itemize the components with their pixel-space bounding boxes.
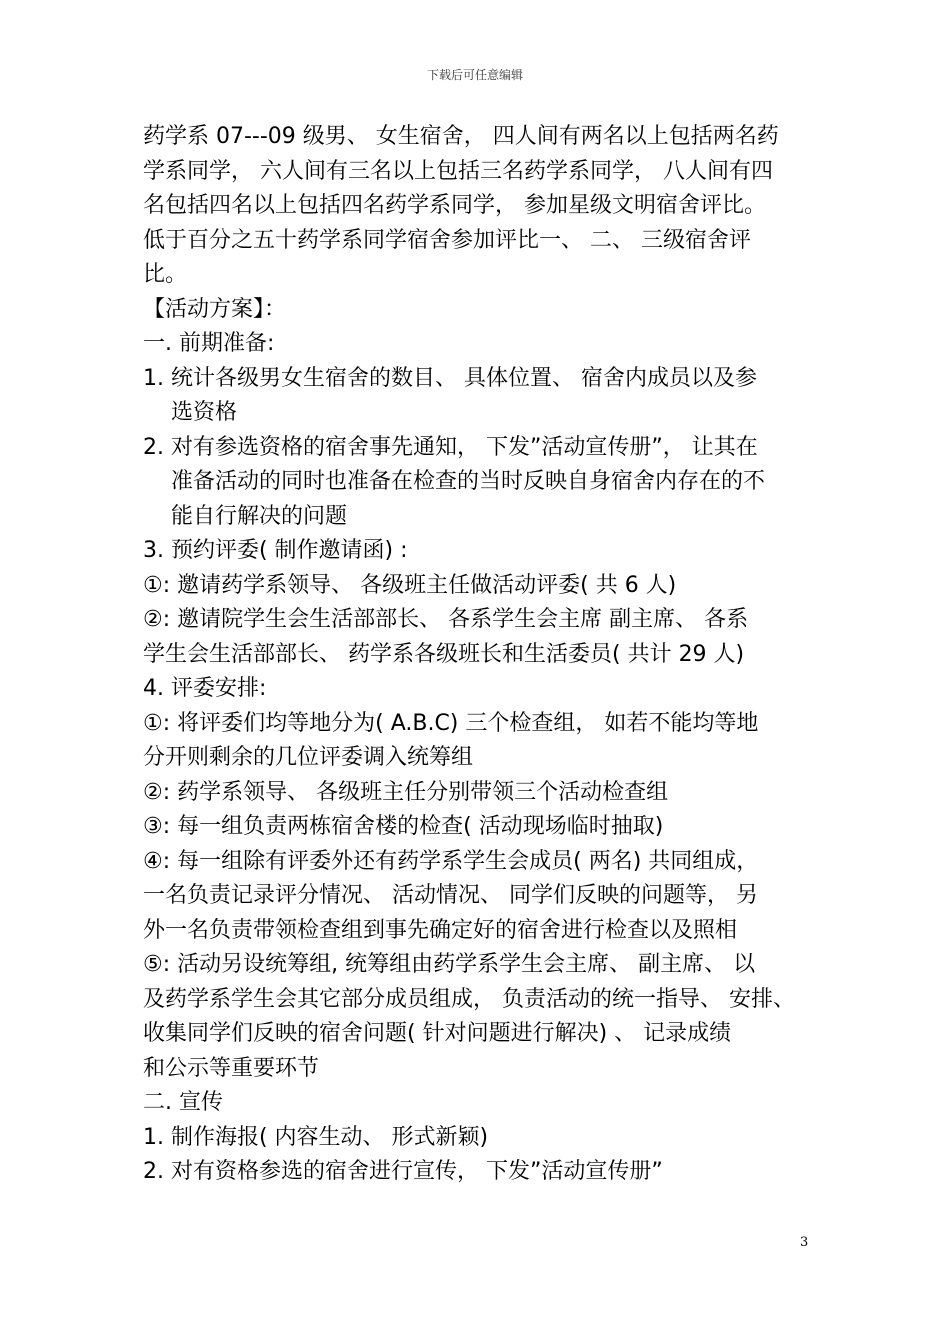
section-heading-publicity: 二. 宣传 xyxy=(143,1090,223,1115)
paragraph-line: 名包括四名以上包括四名药学系同学， 参加星级文明宿舍评比。 xyxy=(143,193,766,218)
list-item-line: 2. 对有参选资格的宿舍事先通知， 下发”活动宣传册”， 让其在 xyxy=(143,434,758,460)
list-item-line: 4. 评委安排: xyxy=(143,676,267,701)
sub-item-line: ②: 邀请院学生会生活部部长、 各系学生会主席 副主席、 各系 xyxy=(143,607,749,632)
sub-item-line: ①: 邀请药学系领导、 各级班主任做活动评委( 共 6 人) xyxy=(143,572,677,598)
list-item-line: 1. 制作海报( 内容生动、 形式新颖) xyxy=(143,1124,489,1150)
sub-item-line: 一名负责记录评分情况、 活动情况、 同学们反映的问题等， 另 xyxy=(143,883,758,908)
paragraph-line: 学系同学， 六人间有三名以上包括三名药学系同学， 八人间有四 xyxy=(143,158,773,184)
list-item-continuation: 准备活动的同时也准备在检查的当时反映自身宿舍内存在的不 xyxy=(171,469,766,494)
body-text xyxy=(143,120,815,1190)
sub-item-line: 收集同学们反映的宿舍问题( 针对问题进行解决) 、 记录成绩 xyxy=(143,1021,732,1046)
sub-item-line: 和公示等重要环节 xyxy=(143,1055,320,1081)
page-number: 3 xyxy=(800,1235,809,1250)
paragraph-line: 比。 xyxy=(143,262,188,287)
list-item-line: 1. 统计各级男女生宿舍的数目、 具体位置、 宿舍内成员以及参 xyxy=(143,365,757,391)
list-item-continuation: 能自行解决的问题 xyxy=(171,503,348,529)
sub-item-line: 外一名负责带领检查组到事先确定好的宿舍进行检查以及照相 xyxy=(143,917,738,943)
sub-item-line: 学生会生活部部长、 药学系各级班长和生活委员( 共计 29 人) xyxy=(143,641,745,667)
list-item-line: 2. 对有资格参选的宿舍进行宣传， 下发”活动宣传册” xyxy=(143,1159,663,1184)
header-note: 下载后可任意编辑 xyxy=(426,68,523,82)
list-item-line: 3. 预约评委( 制作邀请函) : xyxy=(143,538,408,563)
sub-item-line: ①: 将评委们均等地分为( A.B.C) 三个检查组， 如若不能均等地 xyxy=(143,710,759,736)
section-heading-activity-plan: 【活动方案】： xyxy=(143,296,287,322)
sub-item-line: 分开则剩余的几位评委调入统筹组 xyxy=(143,745,474,770)
sub-item-line: ④: 每一组除有评委外还有药学系学生会成员( 两名) 共同组成， xyxy=(143,848,759,874)
list-item-continuation: 选资格 xyxy=(171,400,238,425)
sub-item-line: ②: 药学系领导、 各级班主任分别带领三个活动检查组 xyxy=(143,779,669,805)
paragraph-line: 药学系 07---09 级男、 女生宿舍， 四人间有两名以上包括两名药 xyxy=(143,124,779,149)
sub-item-line: 及药学系学生会其它部分成员组成， 负责活动的统一指导、 安排、 xyxy=(143,986,795,1012)
paragraph-line: 低于百分之五十药学系同学宿舍参加评比一、 二、 三级宿舍评 xyxy=(143,227,751,253)
section-heading-preparation: 一. 前期准备: xyxy=(143,331,275,356)
sub-item-line: ⑤: 活动另设统筹组, 统筹组由药学系学生会主席、 副主席、 以 xyxy=(143,952,756,977)
sub-item-line: ③: 每一组负责两栋宿舍楼的检查( 活动现场临时抽取) xyxy=(143,814,664,839)
